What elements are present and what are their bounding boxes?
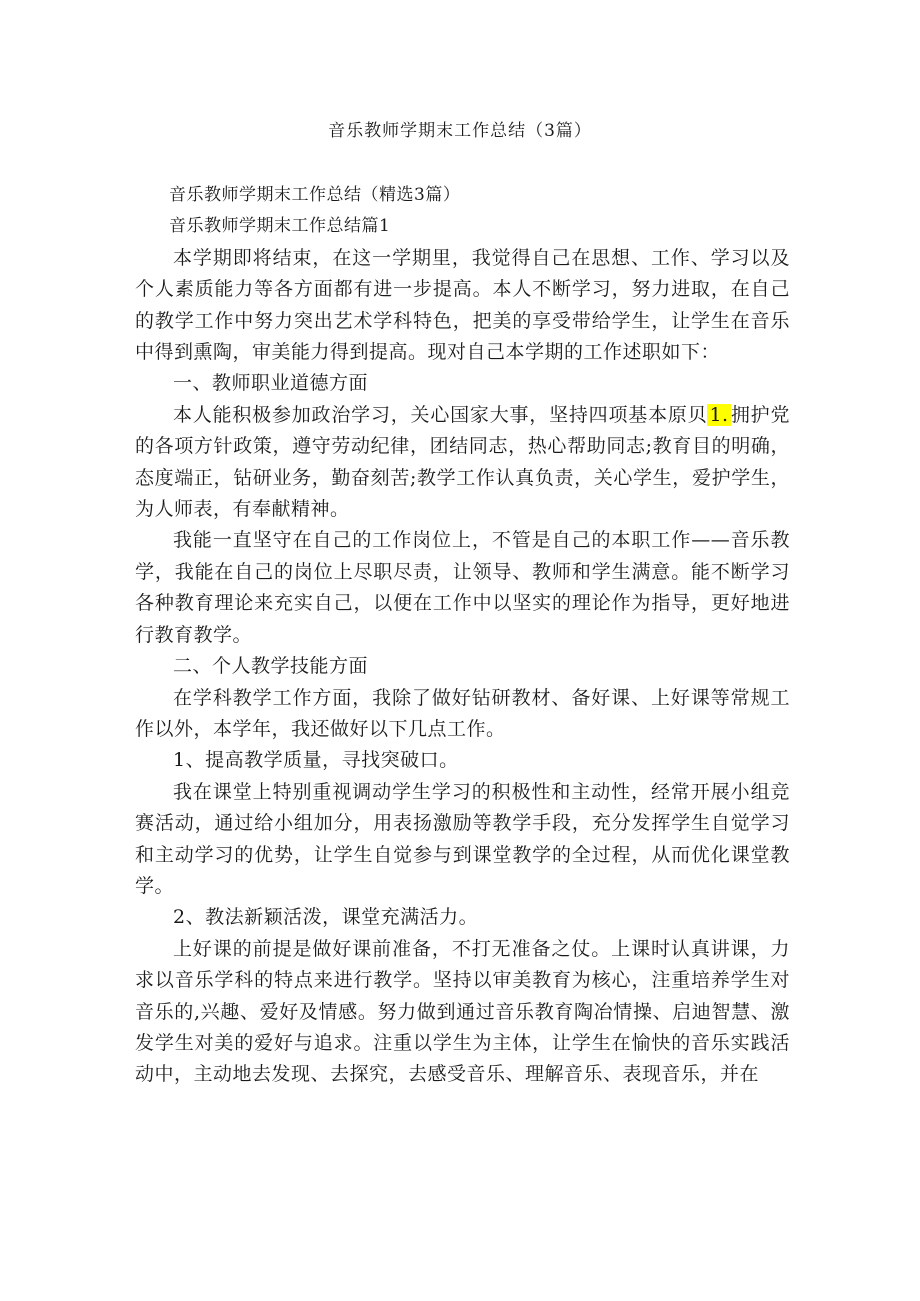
paragraph-methods: 上好课的前提是做好课前准备，不打无准备之仗。上课时认真讲课，力求以音乐学科的特点来进行教学。坚持以审美教育为核心，注重培养学生对音乐的,兴趣、爱好及情感。努力做到通过音乐教育陶冶情操、启迪智慧、激发学生对美的爱好与追求。注重以学生为主体，让学生在愉快的音乐实践活动中，主动地去发现、去探究，去感受音乐、理解音乐、表现音乐，并在 [135,937,790,1086]
heading-quality: 1、提高教学质量，寻找突破口。 [173,749,459,772]
heading-moral: 一、教师职业道德方面 [173,372,369,395]
document-title: 音乐教师学期末工作总结（3篇） [328,121,592,141]
paragraph-moral-text-a: 本人能积极参加政治学习，关心国家大事，坚持四项基本原贝 [173,403,708,426]
heading-skills: 二、个人教学技能方面 [173,655,369,678]
heading-methods: 2、教法新颖活泼，课堂充满活力。 [173,906,479,929]
paragraph-intro: 本学期即将结束，在这一学期里，我觉得自己在思想、工作、学习以及个人素质能力等各方面都有进一步提高。本人不断学习，努力进取，在自己的教学工作中努力突出艺术学科特色，把美的享受带给学生，让学生在音乐中得到熏陶，审美能力得到提高。现对自己本学期的工作述职如下： [135,246,790,364]
paragraph-post: 我能一直坚守在自己的工作岗位上，不管是自己的本职工作——音乐教学，我能在自己的岗位上尽职尽责，让领导、教师和学生满意。能不断学习各种教育理论来充实自己，以便在工作中以坚实的理论作为指导，更好地进行教育教学。 [135,529,790,646]
paragraph-skills: 在学科教学工作方面，我除了做好钻研教材、备好课、上好课等常规工作以外，本学年，我还做好以下几点工作。 [135,686,790,740]
paragraph-moral-text-b: 拥护党的各项方针政策，遵守劳动纪律，团结同志，热心帮助同志;教育目的明确，态度端正，钻研业务，勤奋刻苦;教学工作认真负责，关心学生，爱护学生，为人师表，有奉献精神。 [135,403,790,521]
highlighted-text: 1. [709,403,729,426]
document-subtitle: 音乐教师学期末工作总结（精选3篇） [169,185,461,205]
paragraph-moral [135,400,790,526]
document-body [135,180,790,1091]
section-heading: 音乐教师学期末工作总结篇1 [169,216,391,237]
paragraph-quality: 我在课堂上特别重视调动学生学习的积极性和主动性，经常开展小组竞赛活动，通过给小组加分，用表扬激励等教学手段，充分发挥学生自觉学习和主动学习的优势，让学生自觉参与到课堂教学的全过程，从而优化课堂教学。 [135,780,790,897]
